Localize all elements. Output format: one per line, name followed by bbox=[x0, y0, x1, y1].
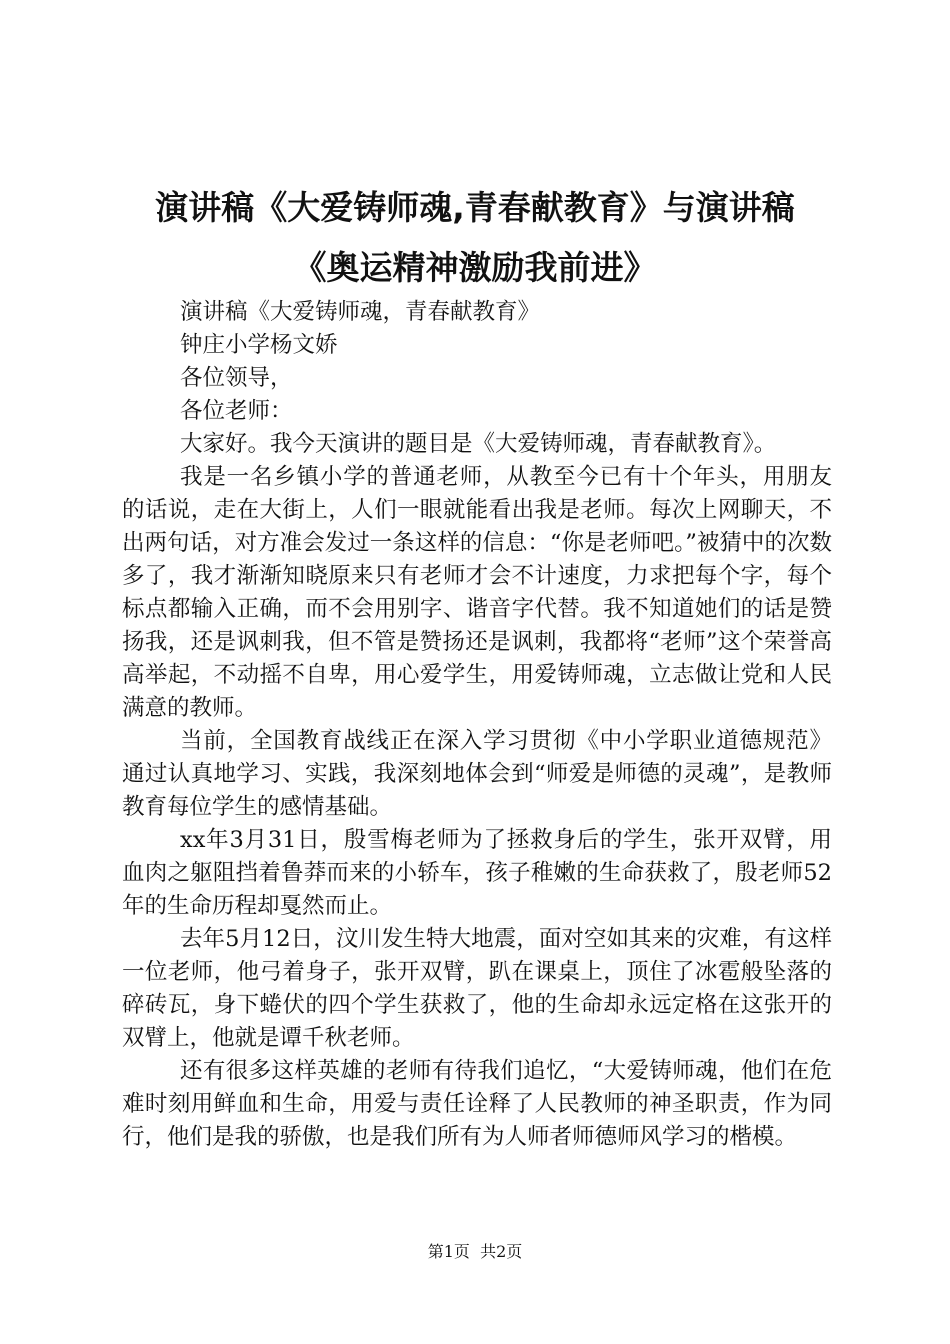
document-body bbox=[122, 296, 832, 1154]
speech-heading: 演讲稿《大爱铸师魂，青春献教育》 bbox=[180, 299, 541, 325]
paragraph: xx年3月31日，殷雪梅老师为了拯救身后的学生，张开双臂，用血肉之躯阻挡着鲁莽而来的小轿车，孩子稚嫩的生命获救了，殷老师52年的生命历程却戛然而止。 bbox=[122, 827, 832, 919]
paragraph: 我是一名乡镇小学的普通老师，从教至今已有十个年头，用朋友的话说，走在大街上，人们一眼就能看出我是老师。每次上网聊天，不出两句话，对方准会发过一条这样的信息：“你是老师吧。”被猜中的次数多了，我才渐渐知晓原来只有老师才会不计速度，力求把每个字，每个标点都输入正确，而不会用别字、谐音字代替。我不知道她们的话是赞扬我，还是讽刺我，但不管是赞扬还是讽刺，我都将“老师”这个荣誉高高举起，不动摇不自卑，用心爱学生，用爱铸师魂，立志做让党和人民满意的教师。 bbox=[122, 464, 832, 721]
paragraph: 还有很多这样英雄的老师有待我们追忆，“大爱铸师魂，他们在危难时刻用鲜血和生命，用爱与责任诠释了人民教师的神圣职责，作为同行，他们是我的骄傲，也是我们所有为人师者师德师风学习的楷模。 bbox=[122, 1058, 832, 1150]
document-title-line-1: 演讲稿《大爱铸师魂,青春献教育》与演讲稿 bbox=[155, 188, 795, 227]
paragraph: 大家好。我今天演讲的题目是《大爱铸师魂，青春献教育》。 bbox=[180, 431, 777, 457]
salutation-teachers: 各位老师： bbox=[180, 398, 293, 424]
paragraph: 去年5月12日，汶川发生特大地震，面对空如其来的灾难，有这样一位老师，他弓着身子，张开双臂，趴在课桌上，顶住了冰雹般坠落的碎砖瓦，身下蜷伏的四个学生获救了，他的生命却永远定格在这张开的双臂上，他就是谭千秋老师。 bbox=[122, 926, 832, 1051]
paragraph: 当前，全国教育战线正在深入学习贯彻《中小学职业道德规范》通过认真地学习、实践，我深刻地体会到“师爱是师德的灵魂”，是教师教育每位学生的感情基础。 bbox=[122, 728, 832, 820]
salutation-leaders: 各位领导， bbox=[180, 365, 293, 391]
speaker-name: 钟庄小学杨文娇 bbox=[180, 332, 338, 358]
document-title-line-2: 《奥运精神激励我前进》 bbox=[293, 248, 657, 287]
page-footer: 第1页 共2页 bbox=[427, 1242, 523, 1261]
